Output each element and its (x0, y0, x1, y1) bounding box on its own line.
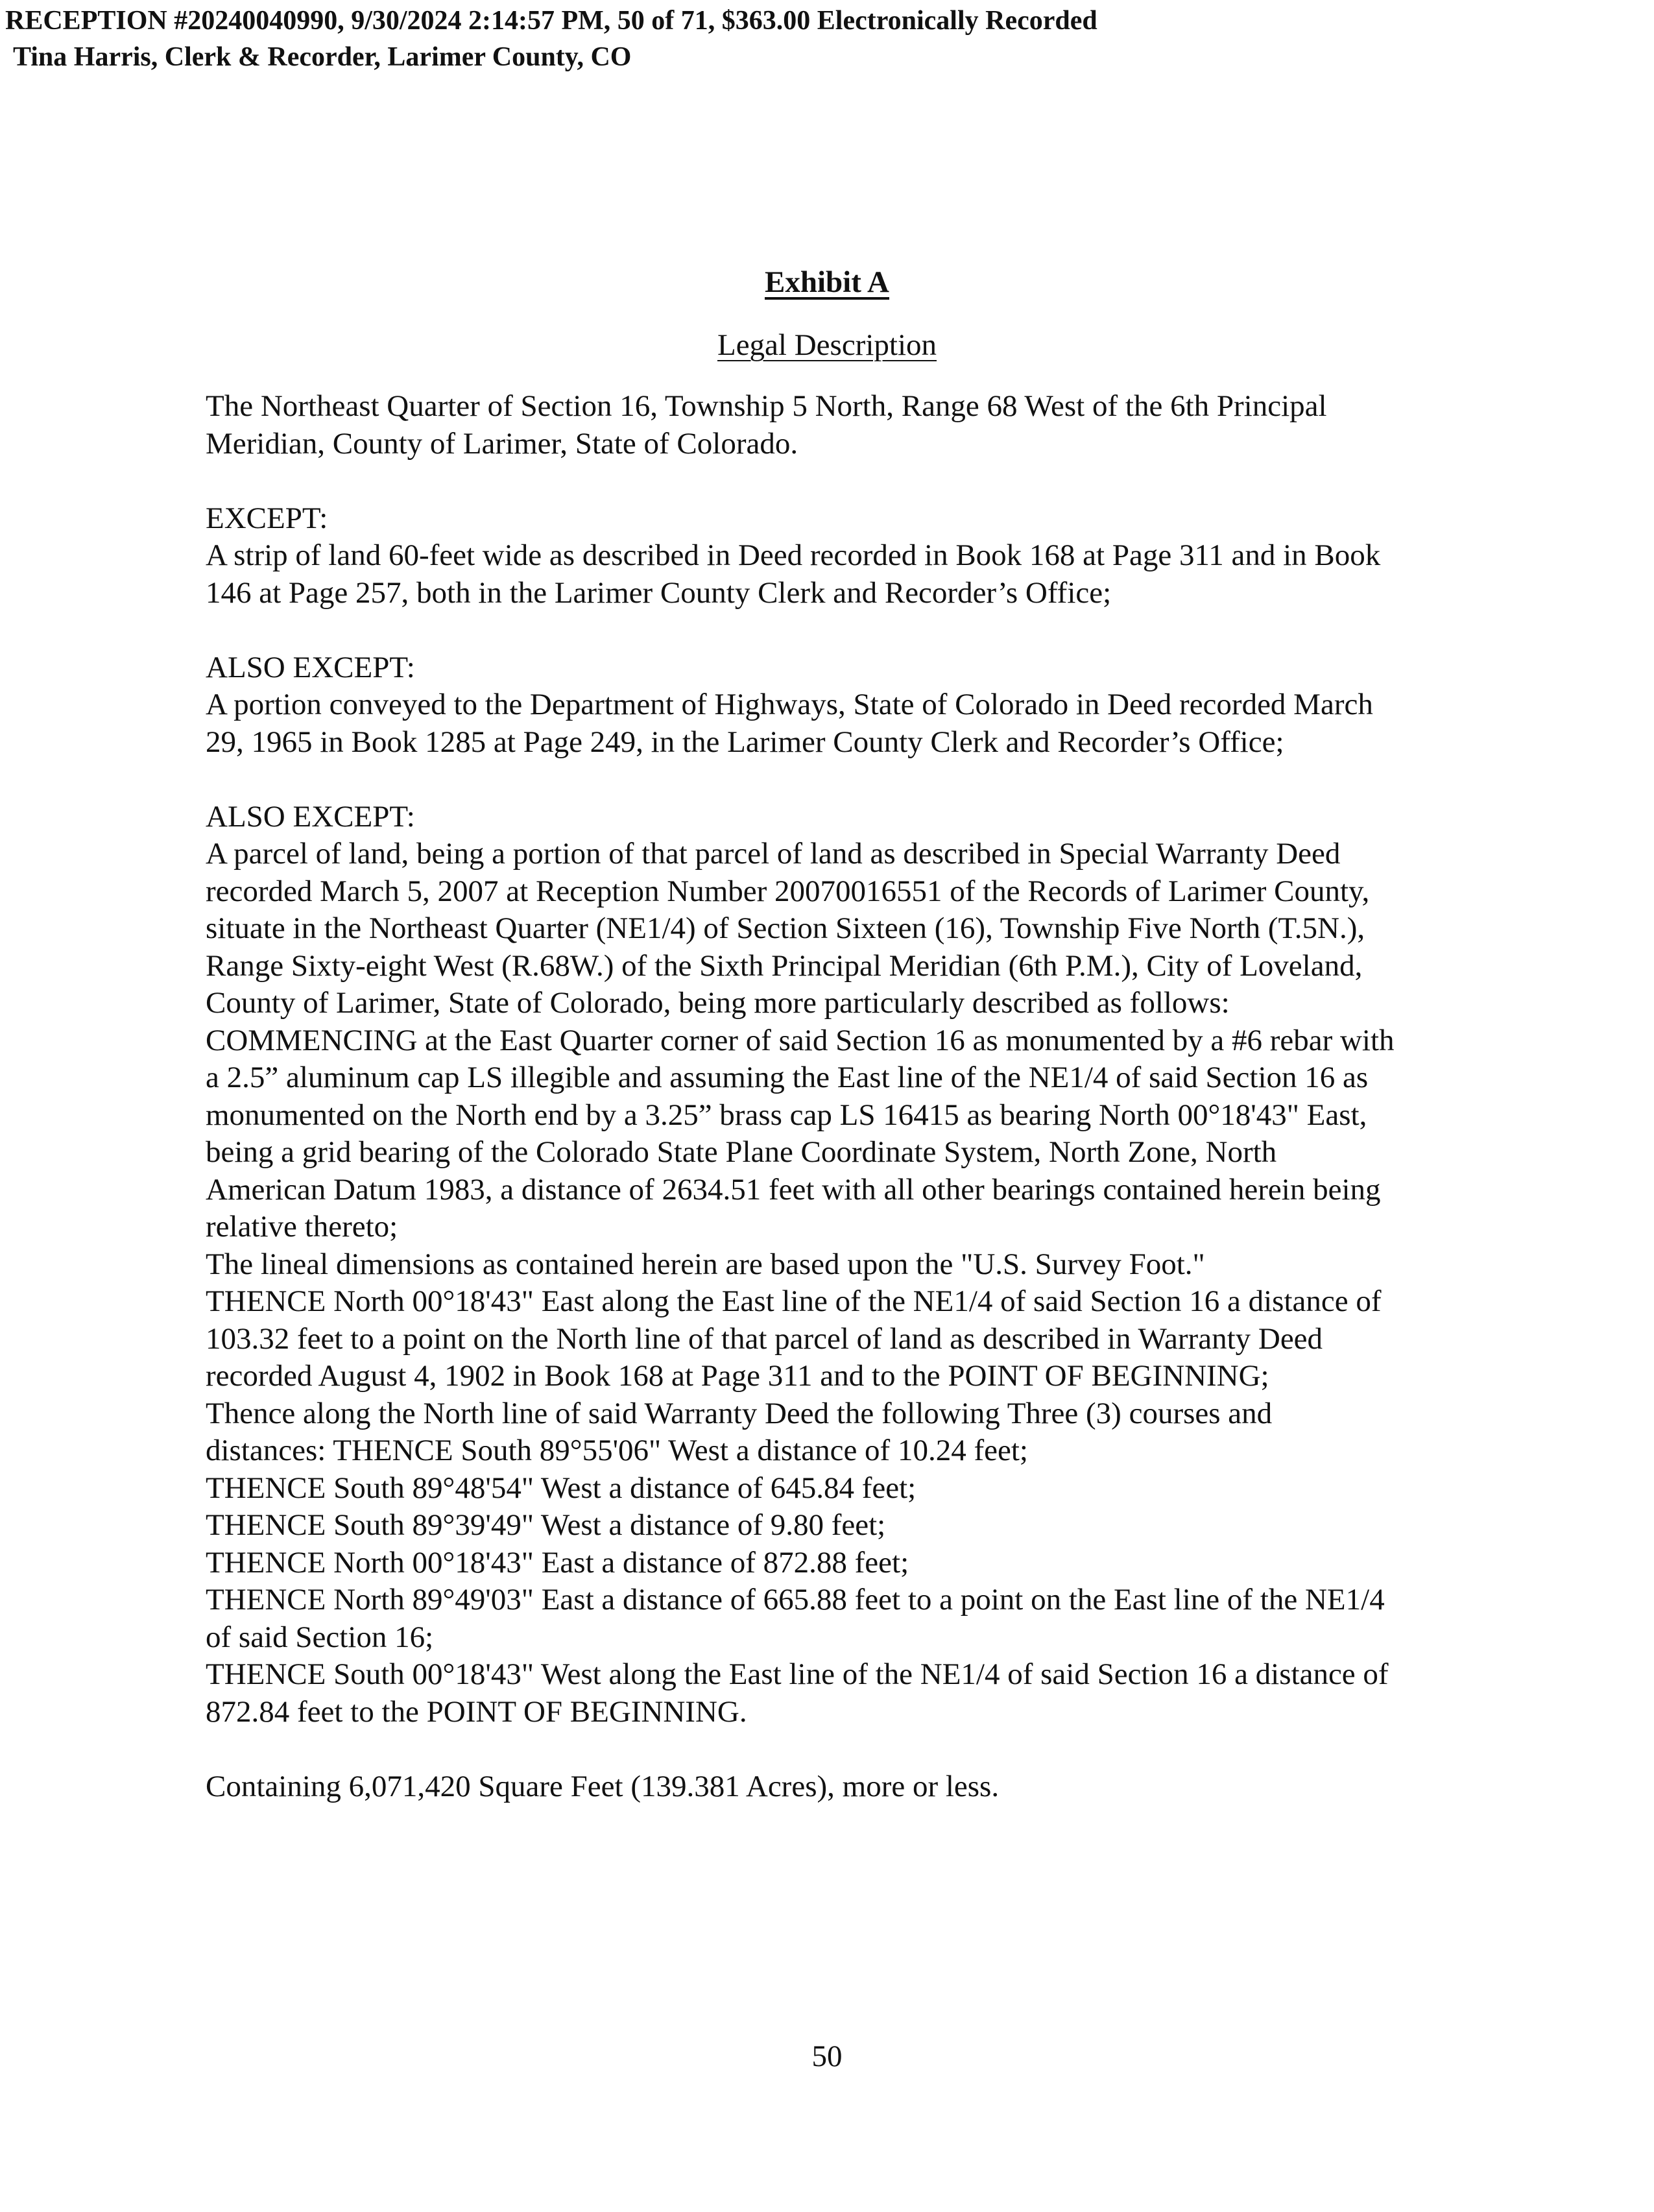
text-line: 146 at Page 257, both in the Larimer County Clerk and Recorder’s Office; (206, 575, 1112, 610)
text-line: A portion conveyed to the Department of Highways, State of Colorado in Deed recorded March (206, 688, 1373, 721)
page-number: 50 (811, 2039, 843, 2073)
text-line: 29, 1965 in Book 1285 at Page 249, in the Larimer County Clerk and Recorder’s Office; (206, 725, 1284, 759)
text-line: COMMENCING at the East Quarter corner of said Section 16 as monumented by a #6 rebar with (206, 1023, 1395, 1057)
containing-statement: Containing 6,071,420 Square Feet (139.381 Acres), more or less. (206, 1769, 1000, 1803)
text-line: 872.84 feet to the POINT OF BEGINNING. (206, 1694, 747, 1729)
text-line: distances: THENCE South 89°55'06" West a distance of 10.24 feet; (206, 1434, 1028, 1467)
recording-stamp-line-1: RECEPTION #20240040990, 9/30/2024 2:14:57 PM, 50 of 71, $363.00 Electronically Recorded (5, 6, 1097, 36)
except-heading: ALSO EXCEPT: (206, 799, 415, 834)
legal-description-body (206, 388, 1503, 1843)
text-line: monumented on the North end by a 3.25” brass cap LS 16415 as bearing North 00°18'43" East, (206, 1098, 1367, 1132)
text-line: 103.32 feet to a point on the North line of that parcel of land as described in Warranty Deed (206, 1321, 1323, 1356)
recording-stamp-line-2: Tina Harris, Clerk & Recorder, Larimer County, CO (13, 42, 632, 72)
text-line: THENCE North 00°18'43" East along the East line of the NE1/4 of said Section 16 a distance of (206, 1284, 1382, 1318)
text-line: situate in the Northeast Quarter (NE1/4) of Section Sixteen (16), Township Five North (T.5N.), (206, 911, 1365, 945)
text-line: recorded August 4, 1902 in Book 168 at Page 311 and to the POINT OF BEGINNING; (206, 1359, 1269, 1393)
text-line: recorded March 5, 2007 at Reception Number 20070016551 of the Records of Larimer County, (206, 874, 1370, 908)
except-paragraph-1 (206, 500, 1503, 612)
text-line: THENCE South 89°39'49" West a distance of 9.80 feet; (206, 1508, 886, 1542)
text-line: American Datum 1983, a distance of 2634.51 feet with all other bearings contained herein being (206, 1172, 1381, 1207)
text-line: relative thereto; (206, 1210, 398, 1244)
page-title: Exhibit A (765, 265, 889, 299)
except-paragraph-2 (206, 649, 1503, 762)
text-line: THENCE North 00°18'43" East a distance of 872.88 feet; (206, 1545, 909, 1580)
text-line: being a grid bearing of the Colorado State Plane Coordinate System, North Zone, North (206, 1135, 1277, 1169)
text-line: Meridian, County of Larimer, State of Colorado. (206, 426, 798, 461)
text-line: The lineal dimensions as contained herein are based upon the "U.S. Survey Foot." (206, 1247, 1205, 1281)
text-line: The Northeast Quarter of Section 16, Township 5 North, Range 68 West of the 6th Principal (206, 389, 1327, 423)
recording-stamp (5, 3, 1097, 75)
text-line: THENCE South 89°48'54" West a distance of 645.84 feet; (206, 1471, 917, 1505)
text-line: THENCE North 89°49'03" East a distance of 665.88 feet to a point on the East line of the NE1/4 (206, 1583, 1385, 1617)
page-subtitle: Legal Description (717, 328, 937, 362)
text-line: Thence along the North line of said Warranty Deed the following Three (3) courses and (206, 1396, 1273, 1430)
text-line: a 2.5” aluminum cap LS illegible and assuming the East line of the NE1/4 of said Section 16 as (206, 1061, 1369, 1094)
except-paragraph-3 (206, 799, 1503, 1731)
except-heading: ALSO EXCEPT: (206, 650, 415, 684)
intro-paragraph (206, 388, 1503, 463)
except-heading: EXCEPT: (206, 501, 328, 535)
text-line: A parcel of land, being a portion of that parcel of land as described in Special Warranty Deed (206, 837, 1341, 871)
text-line: of said Section 16; (206, 1620, 434, 1654)
text-line: County of Larimer, State of Colorado, being more particularly described as follows: (206, 986, 1230, 1020)
text-line: THENCE South 00°18'43" West along the East line of the NE1/4 of said Section 16 a distance of (206, 1657, 1389, 1691)
containing-paragraph (206, 1768, 1503, 1806)
text-line: A strip of land 60-feet wide as described in Deed recorded in Book 168 at Page 311 and in Book (206, 538, 1381, 572)
text-line: Range Sixty-eight West (R.68W.) of the Sixth Principal Meridian (6th P.M.), City of Loveland, (206, 948, 1363, 983)
